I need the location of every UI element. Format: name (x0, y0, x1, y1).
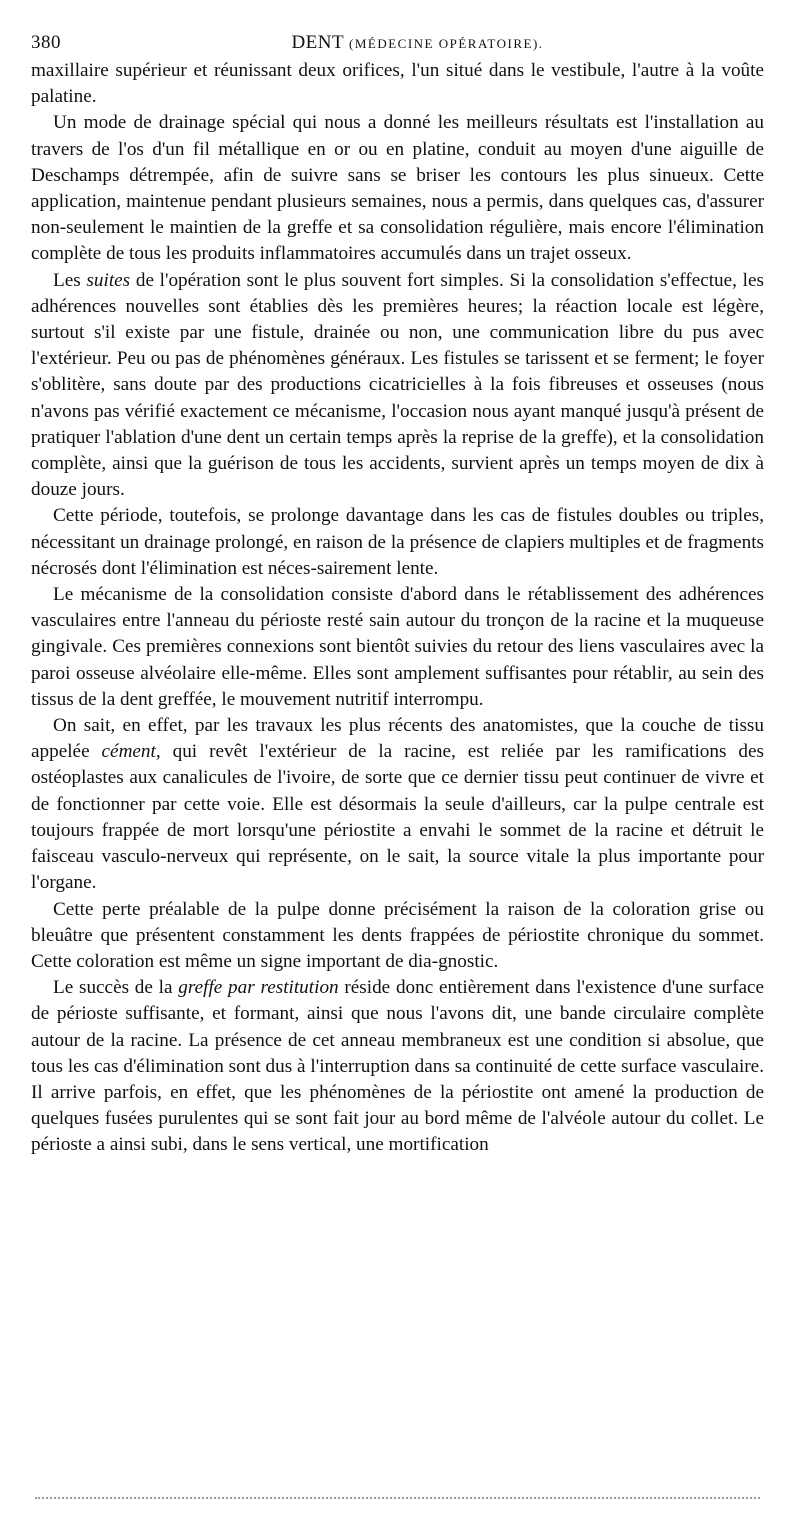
body-text (31, 58, 764, 1159)
italic-text: cément, (101, 741, 161, 763)
paragraph (31, 975, 764, 1158)
paragraph (31, 713, 764, 896)
paragraph (31, 58, 764, 110)
paragraph-text: Cette perte préalable de la pulpe donne précisément la raison de la coloration grise ou bleuâtre que présentent constamment les dents frappées de périostite chronique du sommet. Cette coloration est même un signe important de dia-gnostic. (31, 898, 764, 972)
paragraph (31, 582, 764, 713)
paragraph-text: Le mécanisme de la consolidation consiste d'abord dans le rétablissement des adhérences vasculaires entre l'anneau du périoste resté sain autour du tronçon de la racine et la muqueuse gingivale. Ces premières connexions sont bientôt suivies du retour des liens vasculaires avec la paroi osseuse alvéolaire elle-même. Elles sont amplement suffisantes pour rétablir, au sein des tissus de la dent greffée, le mouvement nutritif interrompu. (31, 584, 764, 710)
running-head-title: DENT (291, 32, 344, 53)
paragraph-text: Le succès de la (53, 977, 179, 999)
paragraph-text: de l'opération sont le plus souvent fort simples. Si la consolidation s'effectue, les adhérences nouvelles sont établies dès les premières heures; la réaction locale est légère, surtout s'il existe par une fistule, drainée ou non, une communication libre du pus avec l'extérieur. Peu ou pas de phénomènes généraux. Les fistules se tarissent et se ferment; le foyer s'oblitère, sans doute par des productions cicatricielles à la fois fibreuses et osseuses (nous n'avons pas vérifié exactement ce mécanisme, l'occasion nous ayant manqué jusqu'à présent de pratiquer l'ablation d'une dent un certain temps après la reprise de la greffe), et la consolidation complète, ainsi que la guérison de tous les accidents, survient après un temps moyen de dix à douze jours. (31, 269, 764, 501)
paragraph-text: qui revêt l'extérieur de la racine, est reliée par les ramifications des ostéoplastes aux canalicules de l'ivoire, de sorte que ce dernier tissu peut continuer de vivre et de fonctionner par cette voie. Elle est désormais la seule d'ailleurs, car la pulpe centrale est toujours frappée de mort lorsqu'une périostite a envahi le sommet de la racine et détruit le faisceau vasculo-nerveux qui représente, on le sait, la source vitale la plus importante pour l'organe. (31, 741, 764, 894)
italic-text: greffe par restitution (178, 977, 339, 999)
page-header (31, 30, 764, 58)
paragraph-text: Un mode de drainage spécial qui nous a donné les meilleurs résultats est l'installation au travers de l'os d'un fil métallique en or ou en platine, conduit au moyen d'une aiguille de Deschamps détrempée, afin de suivre sans se briser les contours les plus sinueux. Cette application, maintenue pendant plusieurs semaines, nous a permis, dans quelques cas, d'assurer non-seulement le maintien de la greffe et sa consolidation régulière, mais encore l'élimination complète de tous les produits inflammatoires accumulés dans un trajet osseux. (31, 112, 764, 265)
page-number: 380 (31, 32, 61, 53)
paragraph-text: Les (53, 269, 87, 291)
paragraph (31, 503, 764, 582)
document-page (31, 30, 764, 1159)
paragraph (31, 268, 764, 504)
paragraph-text: réside donc entièrement dans l'existence d'une surface de périoste suffisante, et formant, ainsi que nous l'avons dit, une bande circulaire complète autour de la racine. La présence de cet anneau membraneux est une condition si absolue, que tous les cas d'élimination sont dus à l'interruption dans sa continuité de cette surface vasculaire. Il arrive parfois, en effet, que les phénomènes de la périostite ont amené la production de quelques fusées purulentes qui se sont fait jour au bord même de l'alvéole autour du collet. Le périoste a ainsi subi, dans le sens vertical, une mortification (31, 977, 765, 1156)
running-head-subtitle: (MÉDECINE OPÉRATOIRE). (349, 36, 544, 51)
paragraph-text: Cette période, toutefois, se prolonge davantage dans les cas de fistules doubles ou triples, nécessitant un drainage prolongé, en raison de la présence de clapiers multiples et de fragments nécrosés dont l'élimination est néces-sairement lente. (31, 505, 764, 579)
footer-dotted-rule (35, 1497, 760, 1499)
paragraph (31, 897, 764, 976)
paragraph (31, 110, 764, 267)
paragraph-text: maxillaire supérieur et réunissant deux orifices, l'un situé dans le vestibule, l'autre à la voûte palatine. (31, 60, 764, 108)
running-head (31, 32, 764, 54)
italic-text: suites (86, 269, 131, 291)
paragraph-text: On sait, en effet, par les travaux les plus récents des anatomistes, que la couche de tissu appelée (31, 715, 764, 763)
